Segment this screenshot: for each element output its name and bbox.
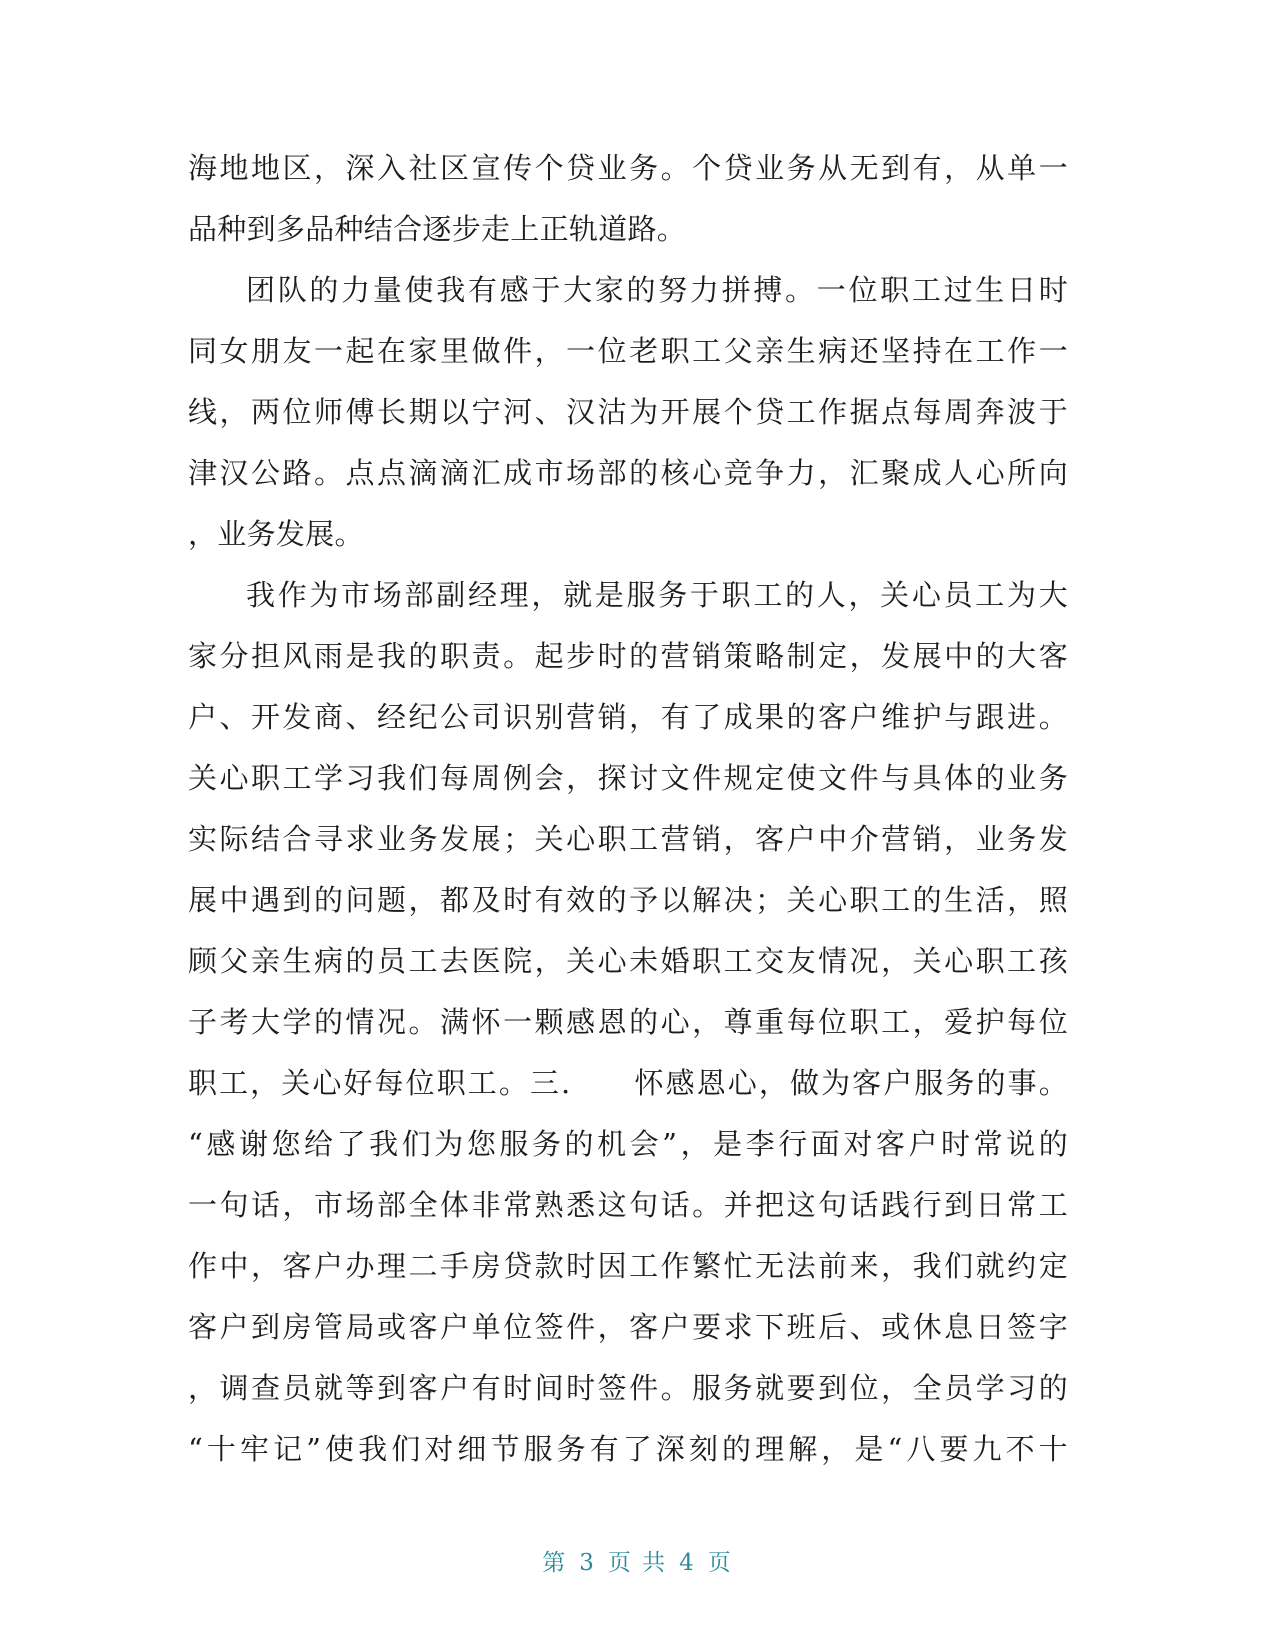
document-body	[188, 138, 1068, 1480]
text-line: “感谢您给了我们为您服务的机会”，是李行面对客户时常说的	[188, 1127, 1068, 1161]
text-line: 同女朋友一起在家里做件，一位老职工父亲生病还坚持在工作一	[188, 334, 1068, 368]
current-page-number: 3	[579, 1550, 596, 1576]
page-footer	[0, 1544, 1275, 1577]
text-line: 作中，客户办理二手房贷款时因工作繁忙无法前来，我们就约定	[188, 1249, 1068, 1283]
total-page-count: 4	[679, 1550, 696, 1576]
text-line: 顾父亲生病的员工去医院，关心未婚职工交友情况，关心职工孩	[188, 944, 1068, 978]
text-line: 关心职工学习我们每周例会，探讨文件规定使文件与具体的业务	[188, 761, 1068, 795]
text-line: 品种到多品种结合逐步走上正轨道路。	[188, 212, 687, 246]
text-line: 户、开发商、经纪公司识别营销，有了成果的客户维护与跟进。	[188, 700, 1068, 734]
text-line: 子考大学的情况。满怀一颗感恩的心，尊重每位职工，爱护每位	[188, 1005, 1068, 1039]
text-line: ，调查员就等到客户有时间时签件。服务就要到位，全员学习的	[188, 1371, 1068, 1405]
text-line: 我作为市场部副经理，就是服务于职工的人，关心员工为大	[246, 578, 1068, 612]
text-line: “十牢记”使我们对细节服务有了深刻的理解，是“八要九不十	[188, 1432, 1068, 1466]
text-line: 展中遇到的问题，都及时有效的予以解决；关心职工的生活，照	[188, 883, 1068, 917]
text-line: 职工，关心好每位职工。三. 怀感恩心，做为客户服务的事。	[188, 1066, 1068, 1100]
text-line: 津汉公路。点点滴滴汇成市场部的核心竞争力，汇聚成人心所向	[188, 456, 1068, 490]
text-line: 团队的力量使我有感于大家的努力拼搏。一位职工过生日时	[246, 273, 1068, 307]
text-line: 一句话，市场部全体非常熟悉这句话。并把这句话践行到日常工	[188, 1188, 1068, 1222]
footer-prefix: 第	[542, 1550, 568, 1576]
text-line: 客户到房管局或客户单位签件，客户要求下班后、或休息日签字	[188, 1310, 1068, 1344]
text-line: ，业务发展。	[188, 517, 364, 551]
footer-middle: 页 共	[607, 1550, 668, 1576]
footer-suffix: 页	[707, 1550, 733, 1576]
text-line: 线，两位师傅长期以宁河、汉沽为开展个贷工作据点每周奔波于	[188, 395, 1068, 429]
text-line: 海地地区，深入社区宣传个贷业务。个贷业务从无到有，从单一	[188, 151, 1068, 185]
text-line: 实际结合寻求业务发展；关心职工营销，客户中介营销，业务发	[188, 822, 1068, 856]
text-line: 家分担风雨是我的职责。起步时的营销策略制定，发展中的大客	[188, 639, 1068, 673]
